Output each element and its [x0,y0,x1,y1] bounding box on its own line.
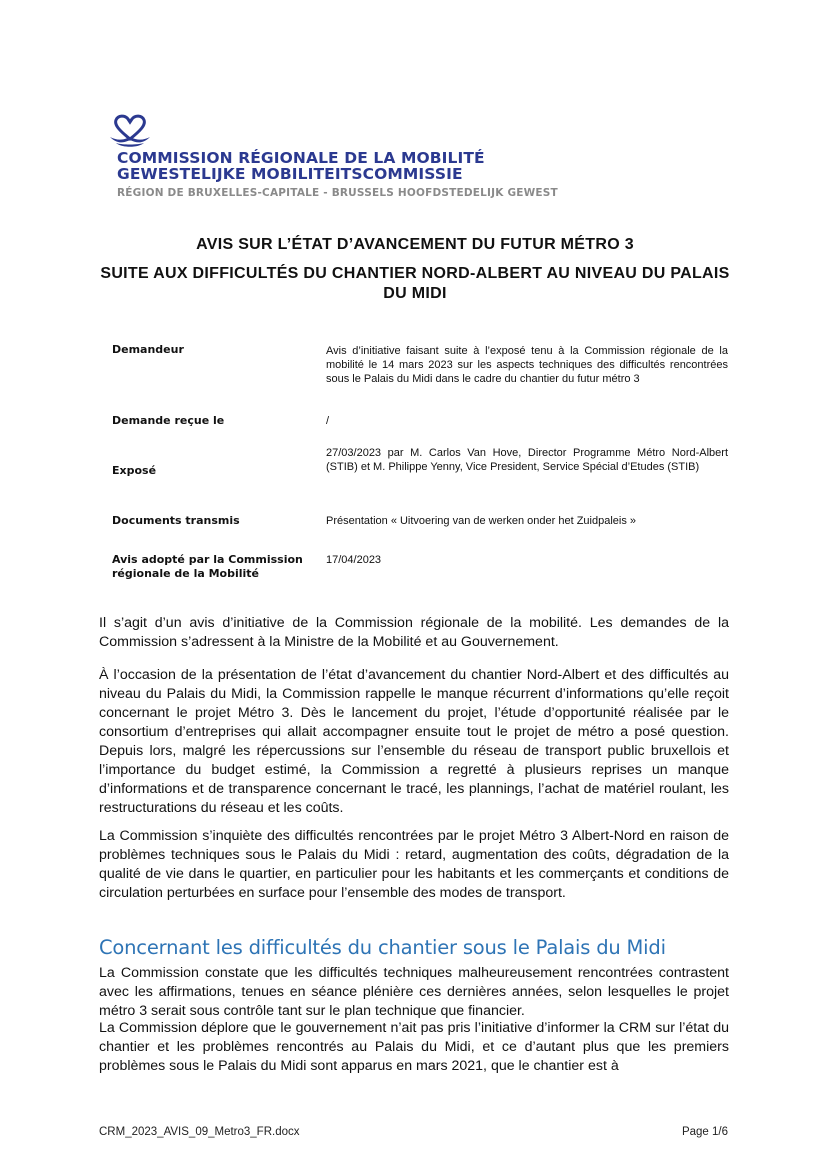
info-value: Avis d’initiative faisant suite à l’exposé tenu à la Commission régionale de la mobilité le 14 mars 2023 sur les aspects techniques des difficultés rencontrées sous le Palais du Midi dans le cadre du chantier du futur métro 3 [326,345,728,385]
paragraph-regrets: La Commission déplore que le gouvernement n’ait pas pris l’initiative d’informer la CRM sur l’état du chantier et les problèmes rencontrés au Palais du Midi, et ce d’autant plus que les premiers problèmes sous le Palais du Midi sont apparus en mars 2021, que le chantier est à [99,1020,729,1074]
paragraph-concerns: La Commission s’inquiète des difficultés rencontrées par le projet Métro 3 Albert-Nord en raison de problèmes techniques sous le Palais du Midi : retard, augmentation des coûts, dégradation de la qualité de vie dans le quartier, en particulier pour les habitants et les commerçants et conditions de circulation perturbées en surface pour l’ensemble des modes de transport. [99,828,729,901]
info-label: Documents transmis [112,514,240,527]
info-label: Demandeur [112,343,184,356]
info-value: / [326,415,330,427]
info-value: 27/03/2023 par M. Carlos Van Hove, Director Programme Métro Nord-Albert (STIB) et M. Philippe Yenny, Vice President, Service Spécial d’Etudes (STIB) [326,447,728,473]
info-table [112,340,728,590]
paragraph-intro: Il s’agit d’un avis d’initiative de la Commission régionale de la mobilité. Les demandes de la Commission s’adressent à la Ministre de la Mobilité et au Gouvernement. [99,615,729,650]
footer-filename: CRM_2023_AVIS_09_Metro3_FR.docx [99,1126,300,1138]
info-row-expose [112,445,728,510]
info-row-avis-adopte [112,550,728,590]
paragraph-context: À l’occasion de la présentation de l’état d’avancement du chantier Nord-Albert et des difficultés au niveau du Palais du Midi, la Commission rappelle le manque récurrent d’informations qu’elle reçoit concernant le projet Métro 3. Dès le lancement du projet, l’étude d’opportunité réalisée par le consortium d’entreprises qui allait accompagner ensuite tout le projet de métro a posé question. Depuis lors, malgré les répercussions sur l’ensemble du réseau de transport public bruxellois et l’importance du budget estimé, la Commission a regretté à plusieurs reprises un manque d’informations et de transparence concernant le tracé, les plannings, l’achat de matériel roulant, les restructurations du réseau et les coûts. [99,667,729,816]
info-label: Avis adopté par la Commission régionale de la Mobilité [112,553,303,580]
org-name-fr: COMMISSION RÉGIONALE DE LA MOBILITÉ [117,149,485,167]
info-row-demandeur [112,340,728,410]
info-row-documents [112,510,728,550]
info-value: 17/04/2023 [326,554,382,566]
footer-page-number: Page 1/6 [681,1126,728,1138]
heart-flower-logo-icon [108,113,152,154]
org-region: RÉGION DE BRUXELLES-CAPITALE - BRUSSELS HOOFDSTEDELIJK GEWEST [117,187,558,199]
document-subtitle: SUITE AUX DIFFICULTÉS DU CHANTIER NORD-ALBERT AU NIVEAU DU PALAIS DU MIDI [100,265,730,302]
info-row-demande-recue [112,410,728,445]
info-value: Présentation « Uitvoering van de werken onder het Zuidpaleis » [326,515,637,527]
document-title: AVIS SUR L’ÉTAT D’AVANCEMENT DU FUTUR MÉTRO 3 [196,236,634,253]
paragraph-findings: La Commission constate que les difficultés techniques malheureusement rencontrées contrastent avec les affirmations, tenues en séance plénière ces dernières années, selon lesquelles le projet métro 3 serait sous contrôle tant sur le plan technique que financier. [99,965,729,1019]
section-heading: Concernant les difficultés du chantier sous le Palais du Midi [99,936,666,959]
info-label: Demande reçue le [112,414,225,427]
org-name-nl: GEWESTELIJKE MOBILITEITSCOMMISSIE [117,165,463,183]
organization-name [117,150,558,200]
info-label: Exposé [112,464,157,477]
